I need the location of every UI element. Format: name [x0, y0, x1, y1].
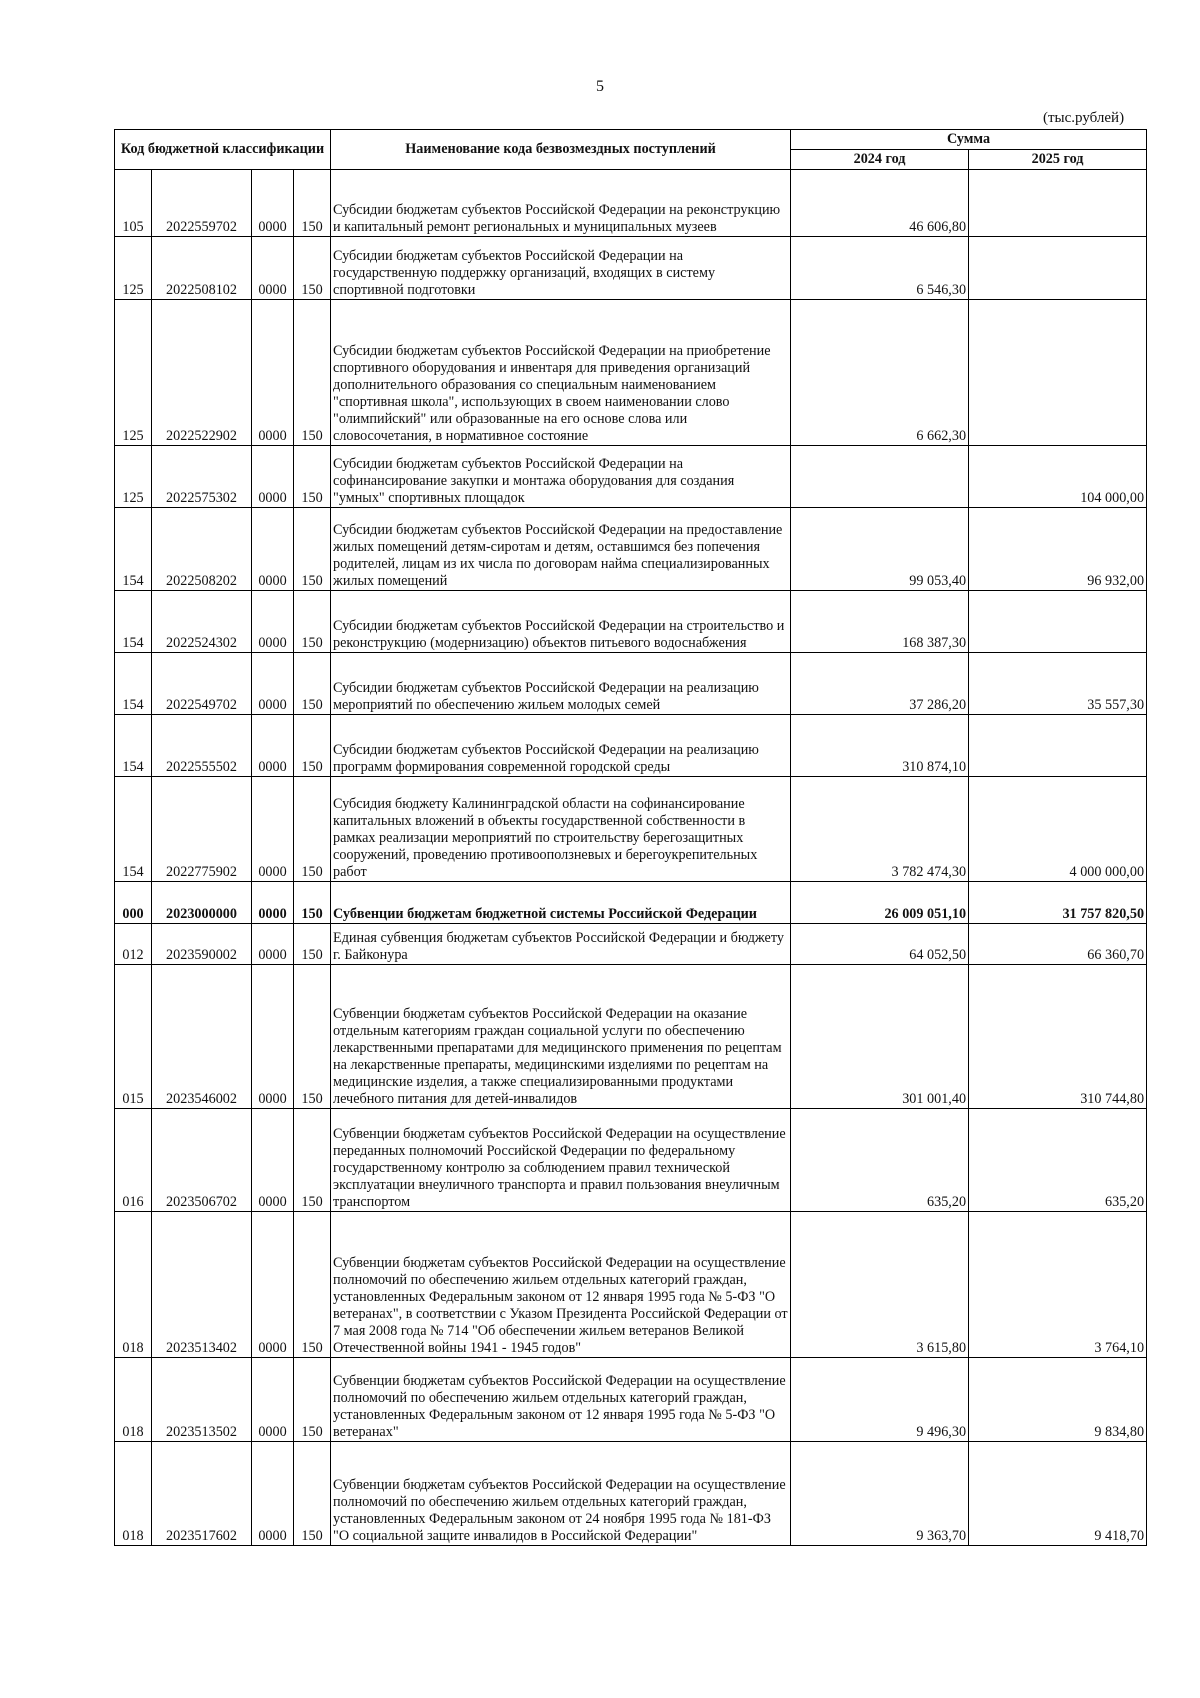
table-row: [115, 1212, 1147, 1358]
table-row: [115, 300, 1147, 446]
header-name: Наименование кода безвозмездных поступлений: [331, 130, 791, 170]
cell-code-admin: 012: [115, 924, 152, 965]
table-row: [115, 924, 1147, 965]
table-row: [115, 508, 1147, 591]
table-row: [115, 653, 1147, 715]
table-row: [115, 1442, 1147, 1546]
cell-code-kosgu: 150: [294, 508, 331, 591]
cell-name: Единая субвенция бюджетам субъектов Российской Федерации и бюджету г. Байконура: [331, 924, 791, 965]
cell-code-kosgu: 150: [294, 653, 331, 715]
cell-code-admin: 018: [115, 1442, 152, 1546]
cell-code-main: 2023590002: [152, 924, 252, 965]
cell-code-kosgu: 150: [294, 924, 331, 965]
cell-amount-2024: 3 782 474,30: [791, 777, 969, 882]
cell-code-admin: 125: [115, 446, 152, 508]
cell-code-kosgu: 150: [294, 237, 331, 300]
header-sum: Сумма: [791, 130, 1147, 150]
cell-name: Субсидии бюджетам субъектов Российской Федерации на государственную поддержку организаций, входящих в систему спортивной подготовки: [331, 237, 791, 300]
cell-code-program: 0000: [252, 1212, 294, 1358]
cell-amount-2024: 64 052,50: [791, 924, 969, 965]
table-row: [115, 237, 1147, 300]
cell-code-program: 0000: [252, 591, 294, 653]
cell-name: Субвенции бюджетам субъектов Российской Федерации на осуществление полномочий по обеспечению жильем отдельных категорий граждан, установленных Федеральным законом от 24 ноября 1995 года № 181-ФЗ "О социальной защите инвалидов в Российской Федерации": [331, 1442, 791, 1546]
cell-code-kosgu: 150: [294, 965, 331, 1109]
cell-amount-2024: 6 662,30: [791, 300, 969, 446]
cell-name: Субвенции бюджетам субъектов Российской Федерации на осуществление переданных полномочий Российской Федерации по федеральному государственному контролю за соблюдением правил технической эксплуатации внеуличного транспорта и правил пользования внеуличным транспортом: [331, 1109, 791, 1212]
cell-name: Субсидии бюджетам субъектов Российской Федерации на софинансирование закупки и монтажа оборудования для создания "умных" спортивных площадок: [331, 446, 791, 508]
header-year-2024: 2024 год: [791, 150, 969, 170]
cell-amount-2025: 4 000 000,00: [969, 777, 1147, 882]
cell-amount-2025: [969, 300, 1147, 446]
cell-code-program: 0000: [252, 965, 294, 1109]
cell-code-main: 2022524302: [152, 591, 252, 653]
cell-code-admin: 018: [115, 1358, 152, 1442]
cell-code-main: 2023513402: [152, 1212, 252, 1358]
cell-amount-2025: 3 764,10: [969, 1212, 1147, 1358]
cell-amount-2024: 3 615,80: [791, 1212, 969, 1358]
units-label: (тыс.рублей): [1043, 110, 1125, 126]
cell-name: Субсидии бюджетам субъектов Российской Федерации на строительство и реконструкцию (модернизацию) объектов питьевого водоснабжения: [331, 591, 791, 653]
cell-code-admin: 154: [115, 591, 152, 653]
cell-code-main: 2022508202: [152, 508, 252, 591]
cell-code-program: 0000: [252, 1109, 294, 1212]
cell-code-admin: 105: [115, 170, 152, 237]
cell-name: Субсидии бюджетам субъектов Российской Федерации на реализацию программ формирования современной городской среды: [331, 715, 791, 777]
cell-code-main: 2022522902: [152, 300, 252, 446]
cell-amount-2025: [969, 170, 1147, 237]
cell-amount-2025: 9 834,80: [969, 1358, 1147, 1442]
cell-code-main: 2022549702: [152, 653, 252, 715]
cell-code-main: 2022559702: [152, 170, 252, 237]
cell-code-kosgu: 150: [294, 715, 331, 777]
cell-amount-2025: [969, 237, 1147, 300]
cell-code-kosgu: 150: [294, 300, 331, 446]
table-row: [115, 1109, 1147, 1212]
cell-code-admin: 016: [115, 1109, 152, 1212]
cell-code-main: 2022775902: [152, 777, 252, 882]
cell-code-program: 0000: [252, 653, 294, 715]
cell-code-admin: 154: [115, 715, 152, 777]
cell-amount-2024: 301 001,40: [791, 965, 969, 1109]
cell-amount-2025: 66 360,70: [969, 924, 1147, 965]
cell-code-admin: 125: [115, 237, 152, 300]
cell-code-program: 0000: [252, 508, 294, 591]
cell-name: Субвенции бюджетам субъектов Российской Федерации на оказание отдельным категориям граждан социальной услуги по обеспечению лекарственными препаратами для медицинского применения по рецептам на лекарственные препараты, медицинскими изделиями по рецептам на медицинские изделия, а также специализированными продуктами лечебного питания для детей-инвалидов: [331, 965, 791, 1109]
cell-code-admin: 015: [115, 965, 152, 1109]
cell-amount-2025: [969, 715, 1147, 777]
cell-name: Субсидия бюджету Калининградской области на софинансирование капитальных вложений в объекты государственной собственности в рамках реализации мероприятий по строительству берегозащитных сооружений, проведению противооползневых и берегоукрепительных работ: [331, 777, 791, 882]
table-row: [115, 591, 1147, 653]
cell-code-program: 0000: [252, 777, 294, 882]
cell-amount-2024: 26 009 051,10: [791, 882, 969, 924]
cell-code-admin: 154: [115, 508, 152, 591]
cell-amount-2024: 37 286,20: [791, 653, 969, 715]
cell-amount-2024: 310 874,10: [791, 715, 969, 777]
cell-code-program: 0000: [252, 237, 294, 300]
page-number: 5: [596, 78, 604, 95]
cell-amount-2025: 96 932,00: [969, 508, 1147, 591]
cell-code-main: 2023506702: [152, 1109, 252, 1212]
cell-code-program: 0000: [252, 1442, 294, 1546]
cell-code-program: 0000: [252, 924, 294, 965]
cell-code-kosgu: 150: [294, 591, 331, 653]
budget-table: [114, 129, 1147, 1546]
cell-code-program: 0000: [252, 300, 294, 446]
cell-name: Субсидии бюджетам субъектов Российской Федерации на реализацию мероприятий по обеспечению жильем молодых семей: [331, 653, 791, 715]
table-row: [115, 1358, 1147, 1442]
cell-code-admin: 154: [115, 777, 152, 882]
cell-amount-2025: 635,20: [969, 1109, 1147, 1212]
cell-code-kosgu: 150: [294, 882, 331, 924]
cell-name: Субсидии бюджетам субъектов Российской Федерации на предоставление жилых помещений детям-сиротам и детям, оставшимся без попечения родителей, лицам из их числа по договорам найма специализированных жилых помещений: [331, 508, 791, 591]
cell-code-main: 2023000000: [152, 882, 252, 924]
cell-amount-2024: 635,20: [791, 1109, 969, 1212]
table-row: [115, 715, 1147, 777]
cell-name: Субвенции бюджетам бюджетной системы Российской Федерации: [331, 882, 791, 924]
table-row: [115, 777, 1147, 882]
cell-code-kosgu: 150: [294, 1442, 331, 1546]
cell-code-main: 2022575302: [152, 446, 252, 508]
cell-code-kosgu: 150: [294, 777, 331, 882]
cell-code-kosgu: 150: [294, 1358, 331, 1442]
cell-code-admin: 154: [115, 653, 152, 715]
header-code-group: Код бюджетной классификации: [115, 130, 331, 170]
cell-code-kosgu: 150: [294, 1109, 331, 1212]
cell-code-admin: 000: [115, 882, 152, 924]
table-row: [115, 882, 1147, 924]
cell-code-program: 0000: [252, 446, 294, 508]
table-row: [115, 170, 1147, 237]
table-row: [115, 965, 1147, 1109]
cell-amount-2025: 35 557,30: [969, 653, 1147, 715]
cell-amount-2024: [791, 446, 969, 508]
header-year-2025: 2025 год: [969, 150, 1147, 170]
cell-name: Субвенции бюджетам субъектов Российской Федерации на осуществление полномочий по обеспечению жильем отдельных категорий граждан, установленных Федеральным законом от 12 января 1995 года № 5-ФЗ "О ветеранах": [331, 1358, 791, 1442]
cell-amount-2025: [969, 591, 1147, 653]
cell-code-program: 0000: [252, 715, 294, 777]
cell-code-admin: 125: [115, 300, 152, 446]
cell-amount-2024: 99 053,40: [791, 508, 969, 591]
cell-code-kosgu: 150: [294, 446, 331, 508]
cell-code-main: 2023546002: [152, 965, 252, 1109]
cell-name: Субсидии бюджетам субъектов Российской Федерации на приобретение спортивного оборудования и инвентаря для приведения организаций дополнительного образования со специальным наименованием "спортивная школа", использующих в своем наименовании слово "олимпийский" или образованные на его основе слова или словосочетания, в нормативное состояние: [331, 300, 791, 446]
cell-amount-2025: 104 000,00: [969, 446, 1147, 508]
cell-name: Субсидии бюджетам субъектов Российской Федерации на реконструкцию и капитальный ремонт региональных и муниципальных музеев: [331, 170, 791, 237]
cell-code-kosgu: 150: [294, 1212, 331, 1358]
cell-code-admin: 018: [115, 1212, 152, 1358]
cell-amount-2024: 9 363,70: [791, 1442, 969, 1546]
cell-amount-2024: 9 496,30: [791, 1358, 969, 1442]
cell-code-main: 2022555502: [152, 715, 252, 777]
cell-name: Субвенции бюджетам субъектов Российской Федерации на осуществление полномочий по обеспечению жильем отдельных категорий граждан, установленных Федеральным законом от 12 января 1995 года № 5-ФЗ "О ветеранах", в соответствии с Указом Президента Российской Федерации от 7 мая 2008 года № 714 "Об обеспечении жильем ветеранов Великой Отечественной войны 1941 - 1945 годов": [331, 1212, 791, 1358]
cell-amount-2025: 31 757 820,50: [969, 882, 1147, 924]
cell-code-main: 2023513502: [152, 1358, 252, 1442]
cell-amount-2025: 9 418,70: [969, 1442, 1147, 1546]
table-row: [115, 446, 1147, 508]
cell-amount-2025: 310 744,80: [969, 965, 1147, 1109]
cell-code-main: 2023517602: [152, 1442, 252, 1546]
cell-code-program: 0000: [252, 1358, 294, 1442]
cell-amount-2024: 6 546,30: [791, 237, 969, 300]
cell-code-kosgu: 150: [294, 170, 331, 237]
cell-code-program: 0000: [252, 170, 294, 237]
cell-amount-2024: 168 387,30: [791, 591, 969, 653]
cell-amount-2024: 46 606,80: [791, 170, 969, 237]
cell-code-program: 0000: [252, 882, 294, 924]
cell-code-main: 2022508102: [152, 237, 252, 300]
